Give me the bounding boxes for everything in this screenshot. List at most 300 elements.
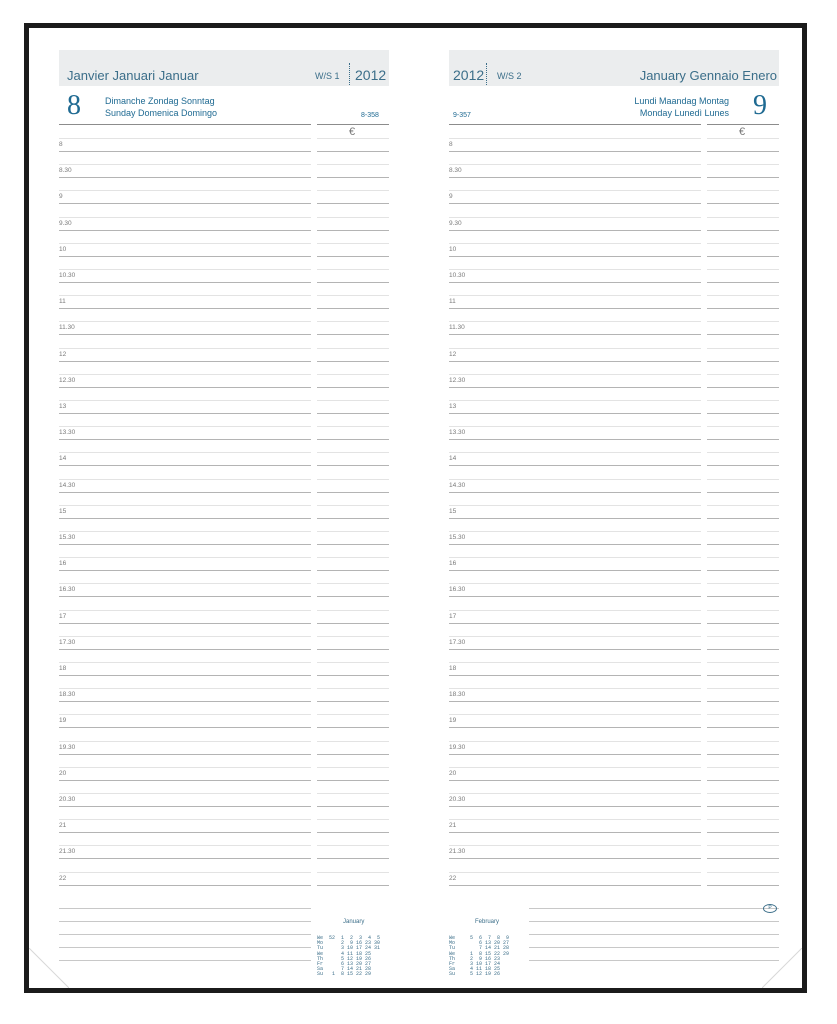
half-rule <box>707 243 779 244</box>
time-slot-row[interactable] <box>59 440 389 466</box>
mini-calendar-row: Mo 6 13 20 27 <box>449 940 510 947</box>
half-rule <box>317 583 389 584</box>
half-rule <box>59 767 311 768</box>
half-rule <box>317 138 389 139</box>
time-slot-row[interactable] <box>59 388 389 414</box>
mini-calendar-row: We 52 1 2 3 4 5 <box>317 935 381 942</box>
time-slot-label: 17 <box>449 612 457 620</box>
day-of-year: 9-357 <box>453 112 471 119</box>
time-slot-label: 20.30 <box>449 796 466 803</box>
euro-icon: € <box>349 126 356 138</box>
time-slot-label: 14.30 <box>449 481 466 489</box>
half-rule <box>59 348 311 349</box>
half-rule <box>449 348 701 349</box>
half-rule <box>59 662 311 663</box>
half-rule <box>317 688 389 689</box>
half-rule <box>449 583 701 584</box>
half-rule <box>317 479 389 480</box>
time-slot-row[interactable] <box>449 309 779 335</box>
note-line[interactable] <box>529 921 779 922</box>
time-slot-label: 20.30 <box>59 796 76 803</box>
day-number: 8 <box>67 90 81 121</box>
time-slot-row[interactable] <box>59 205 389 231</box>
week-number: W/S 1 <box>315 71 340 81</box>
diary-spread <box>24 23 807 993</box>
time-slot-row[interactable] <box>59 283 389 309</box>
time-slot-row[interactable] <box>449 388 779 414</box>
time-slot-label: 16.30 <box>59 586 76 594</box>
time-slot-label: 12.30 <box>449 376 466 384</box>
half-rule <box>449 321 701 322</box>
note-line[interactable] <box>59 960 311 961</box>
expense-column-top-rule <box>317 124 389 125</box>
time-slot-row[interactable] <box>449 860 779 886</box>
time-slot-label: 13 <box>59 403 67 410</box>
time-slot-row[interactable] <box>449 702 779 728</box>
time-slot-label: 9.30 <box>449 219 462 227</box>
time-slot-row[interactable] <box>449 283 779 309</box>
time-slot-label: 21.30 <box>59 848 76 856</box>
time-column-top-rule <box>449 124 701 125</box>
mini-calendar-january <box>317 910 380 988</box>
time-slot-row[interactable] <box>449 467 779 493</box>
mini-calendar-row: We 4 11 18 25 <box>317 950 372 957</box>
half-rule <box>317 767 389 768</box>
time-slot-row[interactable] <box>59 676 389 702</box>
mini-calendar-title: January <box>343 919 365 926</box>
time-slot-label: 19.30 <box>449 743 466 751</box>
mini-calendar-row: Su 1 8 15 22 29 <box>317 971 372 978</box>
time-slot-row[interactable] <box>59 126 389 152</box>
half-rule <box>449 531 701 532</box>
half-rule <box>707 583 779 584</box>
half-rule <box>707 688 779 689</box>
time-slot-row[interactable] <box>449 440 779 466</box>
day-of-year: 8-358 <box>361 112 379 119</box>
half-rule <box>707 321 779 322</box>
time-slot-label: 15 <box>59 507 67 515</box>
half-rule <box>317 793 389 794</box>
half-rule <box>59 164 311 165</box>
time-slot-label: 17.30 <box>449 638 466 646</box>
half-rule <box>317 845 389 846</box>
half-rule <box>317 321 389 322</box>
half-rule <box>59 505 311 506</box>
half-rule <box>317 662 389 663</box>
half-rule <box>449 557 701 558</box>
right-header <box>449 50 779 86</box>
half-rule <box>449 636 701 637</box>
half-rule <box>59 819 311 820</box>
slot-rule <box>707 885 779 886</box>
mini-calendar-february <box>449 910 509 988</box>
time-slot-row[interactable] <box>449 624 779 650</box>
half-rule <box>707 767 779 768</box>
time-slot-label: 16 <box>59 560 67 568</box>
time-slot-label: 18.30 <box>449 691 466 699</box>
half-rule <box>317 374 389 375</box>
time-slot-label: 10 <box>59 245 67 253</box>
time-slot-label: 9.30 <box>59 219 72 227</box>
time-slot-label: 9 <box>449 193 453 201</box>
half-rule <box>449 138 701 139</box>
note-line[interactable] <box>529 908 779 909</box>
time-slot-row[interactable] <box>59 807 389 833</box>
time-slot-row[interactable] <box>449 257 779 283</box>
half-rule <box>59 269 311 270</box>
time-slot-row[interactable] <box>449 493 779 519</box>
time-slot-row[interactable] <box>449 152 779 178</box>
header-divider <box>349 63 350 85</box>
time-slot-label: 18 <box>449 665 457 672</box>
time-slot-row[interactable] <box>449 231 779 257</box>
time-slot-row[interactable] <box>59 833 389 859</box>
mini-calendar-title: February <box>475 919 500 926</box>
month-names: Janvier Januari Januar <box>67 68 199 83</box>
time-slot-label: 22 <box>449 874 457 882</box>
time-slot-row[interactable] <box>59 598 389 624</box>
time-slot-label: 11.30 <box>59 324 75 332</box>
brand-logo: P <box>763 904 777 913</box>
time-slot-label: 19 <box>449 717 457 725</box>
slot-rule <box>449 885 701 886</box>
time-slot-row[interactable] <box>449 650 779 676</box>
time-slot-row[interactable] <box>449 205 779 231</box>
half-rule <box>317 164 389 165</box>
half-rule <box>317 872 389 873</box>
time-slot-label: 11 <box>59 298 66 306</box>
mini-calendar-row: Th 2 9 16 23 <box>449 955 501 962</box>
time-slot-row[interactable] <box>449 755 779 781</box>
half-rule <box>59 531 311 532</box>
note-line[interactable] <box>529 934 779 935</box>
half-rule <box>317 819 389 820</box>
time-slot-row[interactable] <box>59 414 389 440</box>
half-rule <box>707 295 779 296</box>
half-rule <box>449 688 701 689</box>
half-rule <box>449 400 701 401</box>
time-slot-label: 17 <box>59 612 67 620</box>
time-slot-label: 22 <box>59 874 67 882</box>
half-rule <box>707 872 779 873</box>
note-line[interactable] <box>59 934 311 935</box>
half-rule <box>449 767 701 768</box>
time-slot-label: 10.30 <box>449 272 466 279</box>
page-corner-right <box>762 948 802 988</box>
note-line[interactable] <box>59 947 311 948</box>
day-names <box>105 95 217 119</box>
half-rule <box>449 164 701 165</box>
mini-calendar-rows <box>317 936 380 978</box>
half-rule <box>707 662 779 663</box>
time-slot-label: 12 <box>59 350 67 358</box>
time-slot-row[interactable] <box>59 336 389 362</box>
half-rule <box>707 452 779 453</box>
mini-calendar-row: Sa 7 14 21 28 <box>317 966 372 973</box>
time-slot-label: 14 <box>59 455 67 463</box>
half-rule <box>707 741 779 742</box>
note-line[interactable] <box>59 908 311 909</box>
half-rule <box>449 610 701 611</box>
half-rule <box>317 269 389 270</box>
half-rule <box>317 295 389 296</box>
half-rule <box>449 426 701 427</box>
half-rule <box>707 636 779 637</box>
half-rule <box>59 295 311 296</box>
time-slot-label: 13.30 <box>59 429 76 437</box>
time-slot-row[interactable] <box>59 571 389 597</box>
mini-calendar-row: Mo 2 9 16 23 30 <box>317 940 381 947</box>
day-names-line-1: Lundi Maandag Montag <box>634 96 729 106</box>
time-slot-label: 18.30 <box>59 691 76 699</box>
half-rule <box>449 793 701 794</box>
time-slot-row[interactable] <box>449 178 779 204</box>
page-corner-left <box>29 948 69 988</box>
half-rule <box>707 426 779 427</box>
slot-rule <box>317 885 389 886</box>
time-slot-label: 14.30 <box>59 481 76 489</box>
time-slot-row[interactable] <box>59 519 389 545</box>
half-rule <box>449 741 701 742</box>
left-page <box>59 28 389 988</box>
time-slot-row[interactable] <box>449 519 779 545</box>
half-rule <box>449 662 701 663</box>
time-slot-label: 19.30 <box>59 743 76 751</box>
half-rule <box>59 636 311 637</box>
half-rule <box>707 138 779 139</box>
half-rule <box>59 793 311 794</box>
half-rule <box>707 269 779 270</box>
mini-calendar-row: Th 5 12 19 26 <box>317 955 372 962</box>
mini-calendar-rows <box>449 936 509 978</box>
expense-column-top-rule <box>707 124 779 125</box>
half-rule <box>449 217 701 218</box>
half-rule <box>707 531 779 532</box>
time-slot-label: 12.30 <box>59 376 76 384</box>
time-slot-label: 11.30 <box>449 324 465 332</box>
half-rule <box>59 714 311 715</box>
year: 2012 <box>453 67 485 83</box>
time-slot-label: 10.30 <box>59 272 76 279</box>
time-column-top-rule <box>59 124 311 125</box>
half-rule <box>449 479 701 480</box>
time-slot-row[interactable] <box>449 571 779 597</box>
half-rule <box>59 400 311 401</box>
half-rule <box>449 714 701 715</box>
time-slot-row[interactable] <box>449 729 779 755</box>
half-rule <box>317 714 389 715</box>
half-rule <box>317 426 389 427</box>
right-page <box>449 28 779 988</box>
half-rule <box>59 374 311 375</box>
half-rule <box>59 321 311 322</box>
time-slot-label: 15 <box>449 507 457 515</box>
euro-icon: € <box>739 126 746 138</box>
half-rule <box>317 505 389 506</box>
time-slot-row[interactable] <box>59 781 389 807</box>
half-rule <box>449 190 701 191</box>
time-slot-row[interactable] <box>59 624 389 650</box>
half-rule <box>707 793 779 794</box>
time-slot-label: 21 <box>449 822 457 830</box>
half-rule <box>449 452 701 453</box>
half-rule <box>59 452 311 453</box>
time-slot-row[interactable] <box>59 545 389 571</box>
time-slot-label: 8 <box>449 141 453 148</box>
time-slot-row[interactable] <box>59 467 389 493</box>
time-slot-label: 21 <box>59 822 67 830</box>
time-slot-row[interactable] <box>59 309 389 335</box>
half-rule <box>317 348 389 349</box>
time-slot-row[interactable] <box>449 336 779 362</box>
time-slot-row[interactable] <box>59 729 389 755</box>
time-slot-label: 13.30 <box>449 429 466 437</box>
half-rule <box>317 190 389 191</box>
time-slot-row[interactable] <box>449 414 779 440</box>
time-slot-label: 16.30 <box>449 586 466 594</box>
mini-calendar-row: Tu 3 10 17 24 31 <box>317 945 381 952</box>
time-slot-row[interactable] <box>59 178 389 204</box>
half-rule <box>59 217 311 218</box>
time-slot-row[interactable] <box>59 493 389 519</box>
time-slot-label: 14 <box>449 455 457 463</box>
mini-calendar-row: Fr 6 13 20 27 <box>317 961 372 968</box>
time-slot-label: 15.30 <box>449 534 466 541</box>
half-rule <box>59 610 311 611</box>
mini-calendar-row: Tu 7 14 21 28 <box>449 945 510 952</box>
half-rule <box>449 374 701 375</box>
half-rule <box>707 217 779 218</box>
time-slot-label: 13 <box>449 403 457 410</box>
month-names: January Gennaio Enero <box>639 68 777 83</box>
note-line[interactable] <box>529 960 779 961</box>
note-line[interactable] <box>529 947 779 948</box>
mini-calendar-row: Su 5 12 19 26 <box>449 971 501 978</box>
half-rule <box>59 872 311 873</box>
half-rule <box>317 636 389 637</box>
week-number: W/S 2 <box>497 71 522 81</box>
half-rule <box>707 190 779 191</box>
half-rule <box>707 479 779 480</box>
header-divider <box>486 63 487 85</box>
time-slot-row[interactable] <box>59 152 389 178</box>
half-rule <box>59 741 311 742</box>
half-rule <box>59 138 311 139</box>
time-slot-label: 11 <box>449 298 456 306</box>
time-slot-label: 10 <box>449 245 457 253</box>
half-rule <box>59 426 311 427</box>
half-rule <box>317 610 389 611</box>
mini-calendar-row: Fr 3 10 17 24 <box>449 961 501 968</box>
half-rule <box>707 845 779 846</box>
day-number: 9 <box>753 90 767 121</box>
day-names <box>634 95 729 119</box>
half-rule <box>707 819 779 820</box>
mini-calendar-row: We 5 6 7 8 9 <box>449 935 510 942</box>
year: 2012 <box>355 67 387 83</box>
half-rule <box>449 505 701 506</box>
slot-rule <box>59 885 311 886</box>
time-slot-row[interactable] <box>59 702 389 728</box>
half-rule <box>317 557 389 558</box>
left-header <box>59 50 389 86</box>
half-rule <box>317 400 389 401</box>
half-rule <box>707 557 779 558</box>
time-slot-row[interactable] <box>59 257 389 283</box>
half-rule <box>449 872 701 873</box>
half-rule <box>449 819 701 820</box>
half-rule <box>707 505 779 506</box>
day-names-line-2: Monday Lunedì Lunes <box>639 108 729 118</box>
half-rule <box>317 243 389 244</box>
time-slot-label: 17.30 <box>59 638 76 646</box>
day-names-line-1: Dimanche Zondag Sonntag <box>105 96 215 106</box>
time-slot-row[interactable] <box>449 676 779 702</box>
time-slot-row[interactable] <box>449 126 779 152</box>
time-slot-label: 20 <box>59 769 67 777</box>
time-slot-label: 8.30 <box>59 167 72 175</box>
mini-calendar-row: Sa 4 11 18 25 <box>449 966 501 973</box>
time-slot-row[interactable] <box>59 755 389 781</box>
half-rule <box>449 845 701 846</box>
time-slot-row[interactable] <box>449 833 779 859</box>
time-slot-label: 20 <box>449 769 457 777</box>
time-slot-row[interactable] <box>449 362 779 388</box>
time-slot-row[interactable] <box>59 362 389 388</box>
time-slot-label: 8.30 <box>449 167 462 175</box>
half-rule <box>317 531 389 532</box>
time-slot-row[interactable] <box>449 807 779 833</box>
time-slot-label: 16 <box>449 560 457 568</box>
time-slot-label: 9 <box>59 193 63 201</box>
time-slot-row[interactable] <box>59 860 389 886</box>
note-line[interactable] <box>59 921 311 922</box>
time-slot-label: 15.30 <box>59 534 76 541</box>
half-rule <box>59 557 311 558</box>
time-slot-row[interactable] <box>449 598 779 624</box>
time-slot-label: 18 <box>59 665 67 672</box>
half-rule <box>59 190 311 191</box>
half-rule <box>707 400 779 401</box>
half-rule <box>449 243 701 244</box>
time-slot-row[interactable] <box>449 781 779 807</box>
time-slot-label: 21.30 <box>449 848 466 856</box>
mini-calendar-row: We 1 8 15 22 29 <box>449 950 510 957</box>
time-slot-row[interactable] <box>59 650 389 676</box>
half-rule <box>59 243 311 244</box>
half-rule <box>317 741 389 742</box>
half-rule <box>59 845 311 846</box>
time-slot-label: 19 <box>59 717 67 725</box>
half-rule <box>59 479 311 480</box>
time-slot-label: 8 <box>59 141 63 148</box>
time-slot-row[interactable] <box>59 231 389 257</box>
day-names-line-2: Sunday Domenica Domingo <box>105 108 218 118</box>
time-slot-row[interactable] <box>449 545 779 571</box>
half-rule <box>449 269 701 270</box>
half-rule <box>449 295 701 296</box>
half-rule <box>707 348 779 349</box>
half-rule <box>317 217 389 218</box>
half-rule <box>59 583 311 584</box>
half-rule <box>59 688 311 689</box>
half-rule <box>707 714 779 715</box>
half-rule <box>707 164 779 165</box>
half-rule <box>707 374 779 375</box>
half-rule <box>707 610 779 611</box>
half-rule <box>317 452 389 453</box>
time-slot-label: 12 <box>449 350 457 358</box>
